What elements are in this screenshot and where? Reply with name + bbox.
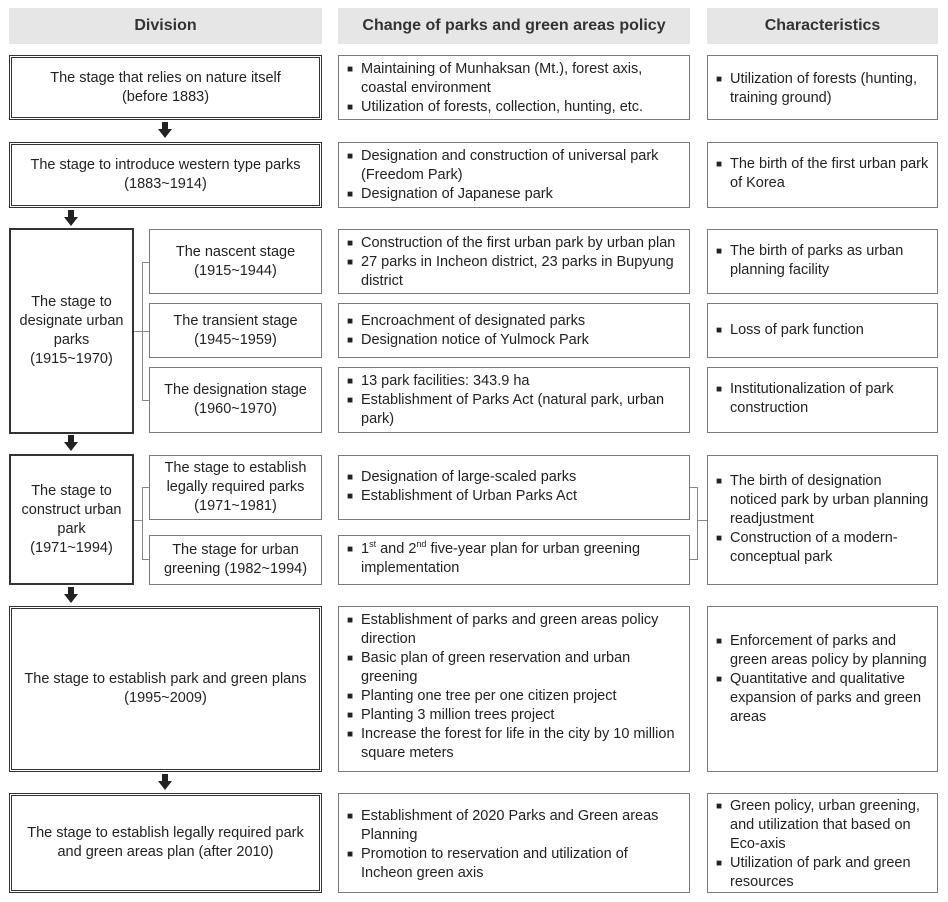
connector-line <box>697 487 698 560</box>
list-item: ■ 27 parks in Incheon district, 23 parks in Bupyung district <box>347 253 683 291</box>
arrow-down-icon <box>158 774 172 790</box>
stage-4-characteristics <box>707 455 938 585</box>
stage-3c-characteristics <box>707 367 938 433</box>
stage-4-title-line3: park <box>57 520 86 537</box>
ordinal-2: and 2 <box>376 541 417 557</box>
stage-4a-policy <box>338 455 690 520</box>
list-item: ■ 13 park facilities: 343.9 ha <box>347 372 683 391</box>
list-item: ■ Encroachment of designated parks <box>347 312 683 331</box>
stage-1-title: The stage that relies on nature itself <box>50 69 281 86</box>
stage-3a-division <box>149 229 322 294</box>
list-item: ■ Green policy, urban greening, and utilization that based on Eco-axis <box>716 797 931 854</box>
stage-4-division <box>9 454 134 585</box>
stage-5-policy <box>338 606 690 772</box>
ordinal-1: 1 <box>361 541 370 557</box>
stage-4-title: The stage to <box>31 482 112 499</box>
arrow-down-icon <box>64 435 78 451</box>
connector-line <box>142 487 143 560</box>
list-item: ■ Construction of a modern-conceptual park <box>716 529 931 567</box>
stage-5-title: The stage to establish park and green plans <box>24 671 307 687</box>
stage-1-characteristics <box>707 55 938 120</box>
stage-2-title: The stage to introduce western type parks <box>30 157 301 173</box>
arrow-down-icon <box>158 122 172 138</box>
header-division: Division <box>9 8 322 44</box>
stage-3-period: (1915~1970) <box>30 351 113 367</box>
ordinal-suffix-st: st <box>369 539 377 550</box>
arrow-down-icon <box>64 210 78 226</box>
stage-3c-division <box>149 367 322 433</box>
list-item: ■ Designation and construction of universal park (Freedom Park) <box>347 147 683 185</box>
stage-3a-name: The nascent stage <box>175 243 296 260</box>
stage-6-division <box>9 793 322 893</box>
stage-3a-period: (1915~1944) <box>194 262 277 279</box>
connector-line <box>697 520 707 521</box>
stage-2-division <box>9 142 322 208</box>
list-item: ■ Establishment of Urban Parks Act <box>347 487 683 506</box>
list-item: ■ The birth of parks as urban planning facility <box>716 242 931 280</box>
stage-2-characteristics <box>707 142 938 208</box>
list-item: ■ Establishment of 2020 Parks and Green areas Planning <box>347 807 683 845</box>
list-item: ■ Basic plan of green reservation and urban greening <box>347 649 683 687</box>
stage-3a-policy <box>338 229 690 294</box>
arrow-down-icon <box>64 587 78 603</box>
stage-4-period: (1971~1994) <box>30 539 113 556</box>
list-item: ■ Planting one tree per one citizen project <box>347 687 683 706</box>
stage-3c-policy <box>338 367 690 433</box>
stage-6-policy <box>338 793 690 893</box>
stage-3-title-line3: parks <box>53 332 90 348</box>
list-item: ■ Designation of large-scaled parks <box>347 468 683 487</box>
list-item: ■ Increase the forest for life in the city by 10 million square meters <box>347 725 683 763</box>
list-item: ■ Enforcement of parks and green areas policy by planning <box>716 632 931 670</box>
list-item: ■ The birth of designation noticed park by urban planning readjustment <box>716 472 931 529</box>
list-item: ■ Utilization of forests (hunting, training ground) <box>716 70 931 108</box>
stage-3b-name: The transient stage <box>173 312 298 329</box>
stage-3c-name: The designation stage <box>164 382 307 398</box>
list-item: ■ Promotion to reservation and utilization of Incheon green axis <box>347 845 683 883</box>
stage-5-division <box>9 606 322 772</box>
list-item: ■ Construction of the first urban park by urban plan <box>347 234 683 253</box>
connector-line <box>142 487 149 488</box>
stage-5-characteristics <box>707 606 938 772</box>
stage-4b-name-line2: greening (1982~1994) <box>163 561 308 577</box>
stage-3-title: The stage to <box>31 294 112 310</box>
ordinal-suffix-nd: nd <box>416 539 427 550</box>
stage-4-title-line2: construct urban <box>21 501 122 518</box>
stage-3b-period: (1945~1959) <box>194 331 277 348</box>
stage-4b-name: The stage for urban <box>172 542 299 558</box>
connector-line <box>142 331 149 332</box>
connector-line <box>142 262 149 263</box>
list-item: ■ The birth of the first urban park of Korea <box>716 155 931 193</box>
stage-3b-policy <box>338 303 690 358</box>
stage-4b-division <box>149 535 322 585</box>
list-item: ■ Loss of park function <box>716 321 931 340</box>
list-item: ■ Establishment of Parks Act (natural park, urban park) <box>347 391 683 429</box>
list-item: ■ Utilization of park and green resources <box>716 854 931 892</box>
connector-line <box>142 559 149 560</box>
stage-4b-policy <box>338 535 690 585</box>
stage-4a-period: (1971~1981) <box>194 498 277 514</box>
stage-6-title: The stage to establish legally required park <box>27 825 304 841</box>
stage-3-division <box>9 228 134 434</box>
stage-4a-name-line2: legally required parks <box>166 479 305 495</box>
stage-2-policy <box>338 142 690 208</box>
connector-line <box>142 400 149 401</box>
stage-3b-division <box>149 303 322 358</box>
list-item <box>347 540 683 578</box>
stage-6-title-line2: and green areas plan (after 2010) <box>57 844 274 860</box>
list-item: ■ Utilization of forests, collection, hunting, etc. <box>347 98 683 117</box>
stage-3-title-line2: designate urban <box>19 313 124 329</box>
header-policy: Change of parks and green areas policy <box>338 8 690 44</box>
stage-2-period: (1883~1914) <box>124 176 207 192</box>
list-item: ■ Designation notice of Yulmock Park <box>347 331 683 350</box>
list-item: ■ Institutionalization of park construction <box>716 380 931 418</box>
stage-3c-period: (1960~1970) <box>194 401 277 417</box>
stage-1-policy <box>338 55 690 120</box>
list-item: ■ Planting 3 million trees project <box>347 706 683 725</box>
list-item: ■ Quantitative and qualitative expansion of parks and green areas <box>716 670 931 727</box>
list-item: ■ Establishment of parks and green areas policy direction <box>347 611 683 649</box>
policy-text: five-year plan for urban greening implementation <box>361 541 641 576</box>
stage-5-period: (1995~2009) <box>124 690 207 706</box>
stage-1-period: (before 1883) <box>121 88 210 105</box>
header-characteristics: Characteristics <box>707 8 938 44</box>
list-item: ■ Designation of Japanese park <box>347 185 683 204</box>
stage-1-division <box>9 55 322 120</box>
stage-3a-characteristics <box>707 229 938 294</box>
stage-6-characteristics <box>707 793 938 893</box>
list-item: ■ Maintaining of Munhaksan (Mt.), forest axis, coastal environment <box>347 60 683 98</box>
stage-4a-division <box>149 455 322 520</box>
stage-3b-characteristics <box>707 303 938 358</box>
stage-4a-name: The stage to establish <box>164 460 307 476</box>
